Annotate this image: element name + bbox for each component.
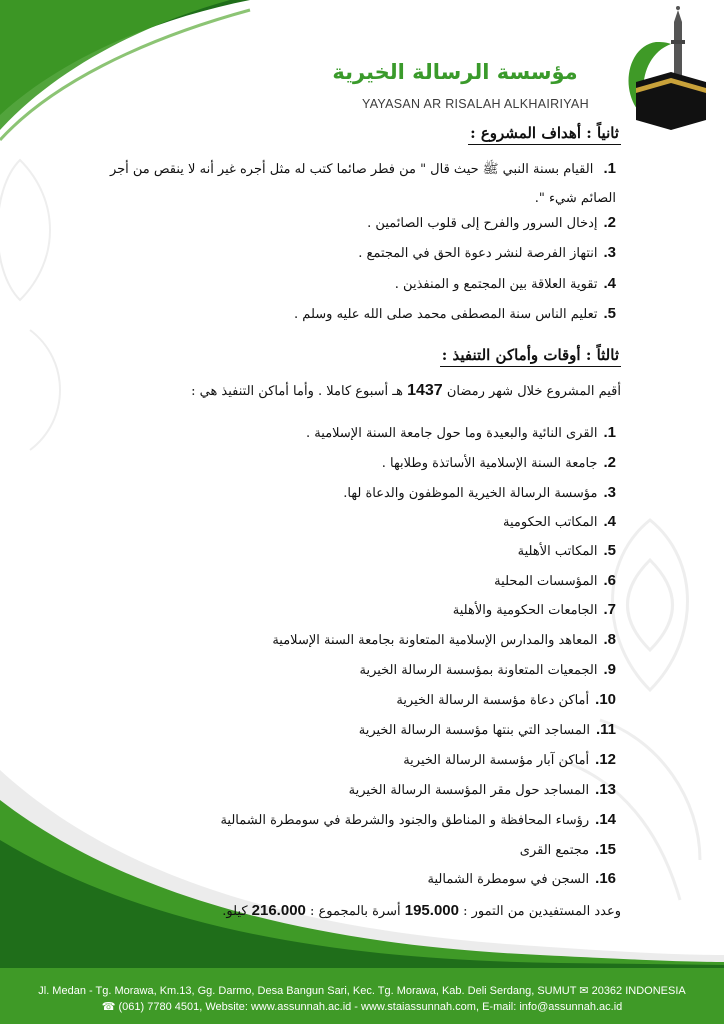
item-number: 4.	[603, 513, 616, 530]
section-heading-objectives: ثانياً : أهداف المشروع :	[468, 124, 621, 145]
item-number: 10.	[595, 691, 616, 708]
item-text: مؤسسة الرسالة الخيرية الموظفون والدعاة لها.	[343, 486, 598, 501]
item-number: 3.	[603, 244, 616, 261]
year-number: 1437	[407, 382, 443, 399]
item-number: 11.	[595, 721, 616, 738]
place-item-2	[382, 454, 616, 471]
organization-name-latin: YAYASAN AR RISALAH ALKHAIRIYAH	[362, 97, 589, 111]
kilo-total: 216.000	[251, 902, 306, 919]
total-text-start: وعدد المستفيدين من التمور :	[463, 904, 621, 919]
item-number: 2.	[603, 214, 616, 231]
item-number: 1.	[603, 160, 616, 177]
item-text: أماكن آبار مؤسسة الرسالة الخيرية	[403, 753, 590, 768]
project-period-text	[191, 382, 621, 400]
item-text: المساجد حول مقر المؤسسة الرسالة الخيرية	[348, 783, 590, 798]
item-number: 1.	[603, 424, 616, 441]
place-item-8	[272, 631, 616, 648]
item-number: 16.	[595, 870, 616, 887]
item-number: 5.	[603, 305, 616, 322]
objective-item-5	[294, 305, 616, 322]
organization-name-arabic: مؤسسة الرسالة الخيرية	[332, 60, 578, 84]
item-text: المؤسسات المحلية	[494, 574, 598, 589]
item-text: القيام بسنة النبي ﷺ حيث قال " من فطر صائما كتب له مثل أجره غير أنه لا ينقص من أجر الصائم شيء ".	[109, 162, 616, 206]
item-text: مجتمع القرى	[519, 843, 590, 858]
item-text: رؤساء المحافظة و المناطق والجنود والشرطة في سومطرة الشمالية	[220, 813, 590, 828]
item-number: 15.	[595, 841, 616, 858]
item-text: الجامعات الحكومية والأهلية	[452, 603, 598, 618]
place-item-15	[520, 841, 616, 858]
item-text: القرى النائية والبعيدة وما حول جامعة السنة الإسلامية .	[306, 426, 598, 441]
place-item-4	[503, 513, 616, 530]
footer-address: Jl. Medan - Tg. Morawa, Km.13, Gg. Darmo, Desa Bangun Sari, Kec. Tg. Morawa, Kab. Deli Serdang, SUMUT ✉ 20362 INDONESIA	[38, 985, 686, 997]
item-text: الجمعيات المتعاونة بمؤسسة الرسالة الخيرية	[359, 663, 598, 678]
footer-phone-web-email: ☎ (061) 7780 4501, Website: www.assunnah.ac.id - www.staiassunnah.com, E-mail: info@assunnah.ac.id	[101, 1001, 623, 1013]
item-number: 7.	[603, 601, 616, 618]
place-item-16	[428, 870, 616, 887]
objective-item-4	[395, 275, 616, 292]
total-text-middle: أسرة بالمجموع :	[310, 904, 401, 919]
item-number: 6.	[603, 572, 616, 589]
item-number: 3.	[603, 484, 616, 501]
item-number: 14.	[595, 811, 616, 828]
item-number: 5.	[603, 542, 616, 559]
item-number: 13.	[595, 781, 616, 798]
total-text-end: كيلو.	[222, 904, 248, 919]
item-text: إدخال السرور والفرح إلى قلوب الصائمين .	[367, 216, 598, 231]
item-text: المكاتب الحكومية	[503, 515, 598, 530]
place-item-13	[349, 781, 616, 798]
objective-item-1	[96, 154, 616, 213]
item-number: 12.	[595, 751, 616, 768]
footer-contact-bar	[0, 968, 724, 1024]
place-item-14	[220, 811, 616, 828]
intro-text-end: هـ أسبوع كاملا . وأما أماكن التنفيذ هي :	[191, 384, 403, 399]
item-number: 9.	[603, 661, 616, 678]
objective-item-3	[358, 244, 616, 261]
place-item-9	[359, 661, 616, 678]
item-text: المساجد التي بنتها مؤسسة الرسالة الخيرية	[358, 723, 590, 738]
families-count: 195.000	[404, 902, 459, 919]
beneficiaries-total	[222, 902, 621, 919]
item-text: انتهاز الفرصة لنشر دعوة الحق في المجتمع .	[358, 246, 598, 261]
section-heading-times-places: ثالثاً : أوقات وأماكن التنفيذ :	[440, 346, 621, 367]
place-item-3	[343, 484, 616, 501]
intro-text-start: أقيم المشروع خلال شهر رمضان	[446, 384, 621, 399]
item-text: السجن في سومطرة الشمالية	[427, 872, 590, 887]
place-item-10	[396, 691, 616, 708]
item-text: المعاهد والمدارس الإسلامية المتعاونة بجامعة السنة الإسلامية	[272, 633, 598, 648]
kaaba-minaret-crescent-logo	[616, 2, 724, 132]
item-text: تعليم الناس سنة المصطفى محمد صلى الله عليه وسلم .	[294, 307, 598, 322]
item-text: المكاتب الأهلية	[517, 544, 598, 559]
place-item-6	[494, 572, 616, 589]
place-item-1	[306, 424, 616, 441]
place-item-5	[518, 542, 616, 559]
place-item-7	[453, 601, 616, 618]
item-text: أماكن دعاة مؤسسة الرسالة الخيرية	[396, 693, 590, 708]
item-number: 2.	[603, 454, 616, 471]
item-text: تقوية العلاقة بين المجتمع و المنفذين .	[394, 277, 598, 292]
place-item-11	[359, 721, 616, 738]
item-text: جامعة السنة الإسلامية الأساتذة وطلابها .	[381, 456, 598, 471]
objective-item-2	[367, 214, 616, 231]
item-number: 4.	[603, 275, 616, 292]
item-number: 8.	[603, 631, 616, 648]
place-item-12	[403, 751, 616, 768]
